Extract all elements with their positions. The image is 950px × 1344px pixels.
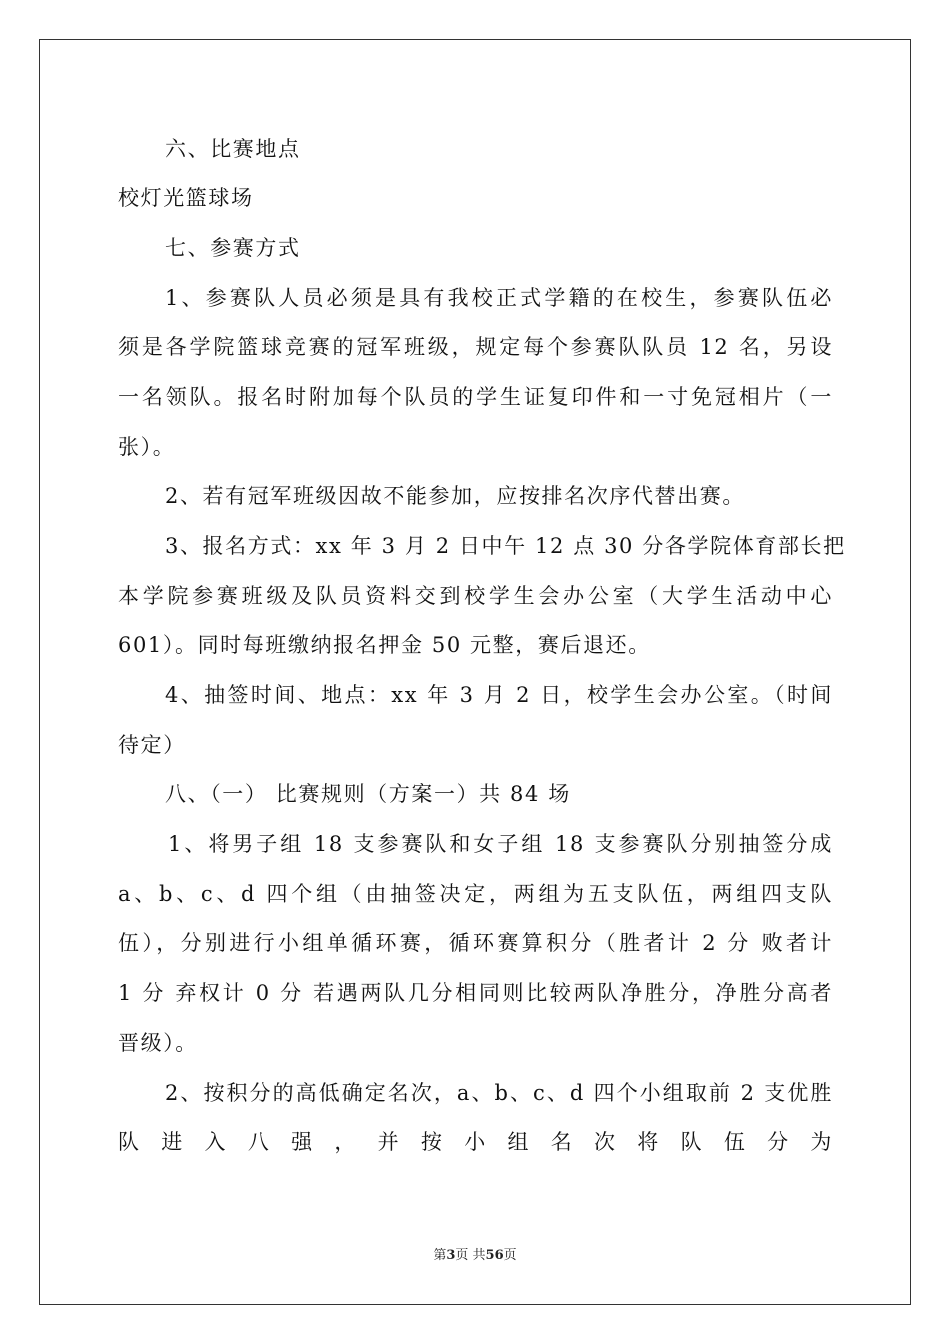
heading-venue: 六、比赛地点: [165, 137, 301, 161]
paragraph-line: 4、抽签时间、地点：xx 年 3 月 2 日，校学生会办公室。（时间: [165, 683, 833, 707]
footer-prefix: 第: [433, 1248, 447, 1263]
paragraph-line: 2、若有冠军班级因故不能参加，应按排名次序代替出赛。: [165, 484, 745, 508]
paragraph-line: 601）。同时每班缴纳报名押金 50 元整，赛后退还。: [118, 633, 651, 657]
paragraph-line: 队 进 入 八 强 ， 并 按 小 组 名 次 将 队 伍 分 为: [118, 1130, 833, 1154]
paragraph-line: 1、将男子组 18 支参赛队和女子组 18 支参赛队分别抽签分成: [168, 832, 833, 856]
paragraph-line: 晋级）。: [118, 1031, 198, 1055]
page-footer: [0, 1244, 950, 1263]
paragraph-line: a、b、c、d 四个组（由抽签决定，两组为五支队伍，两组四支队: [118, 882, 833, 906]
paragraph-line: 一名领队。报名时附加每个队员的学生证复印件和一寸免冠相片（一: [118, 385, 833, 409]
heading-rules: 八、（一） 比赛规则（方案一）共 84 场: [165, 782, 571, 806]
paragraph-line: 2、按积分的高低确定名次，a、b、c、d 四个小组取前 2 支优胜: [165, 1081, 833, 1105]
total-page-number: 56: [485, 1248, 504, 1263]
footer-suffix: 页: [503, 1248, 517, 1263]
paragraph-line: 1 分 弃权计 0 分 若遇两队几分相同则比较两队净胜分，净胜分高者: [118, 981, 833, 1005]
paragraph-line: 张）。: [118, 435, 176, 459]
venue-text: 校灯光篮球场: [118, 186, 254, 210]
footer-middle: 页 共: [455, 1248, 486, 1263]
paragraph-line: 本学院参赛班级及队员资料交到校学生会办公室（大学生活动中心: [118, 584, 833, 608]
paragraph-line: 1、参赛队人员必须是具有我校正式学籍的在校生，参赛队伍必: [165, 286, 833, 310]
paragraph-line: 3、报名方式：xx 年 3 月 2 日中午 12 点 30 分各学院体育部长把: [165, 534, 846, 558]
page-border: [39, 39, 911, 1305]
paragraph-line: 待定）: [118, 733, 186, 757]
paragraph-line: 须是各学院篮球竞赛的冠军班级，规定每个参赛队队员 12 名，另设: [118, 335, 833, 359]
paragraph-line: 伍），分别进行小组单循环赛，循环赛算积分（胜者计 2 分 败者计: [118, 931, 833, 955]
current-page-number: 3: [446, 1248, 456, 1263]
heading-participation: 七、参赛方式: [165, 236, 301, 260]
